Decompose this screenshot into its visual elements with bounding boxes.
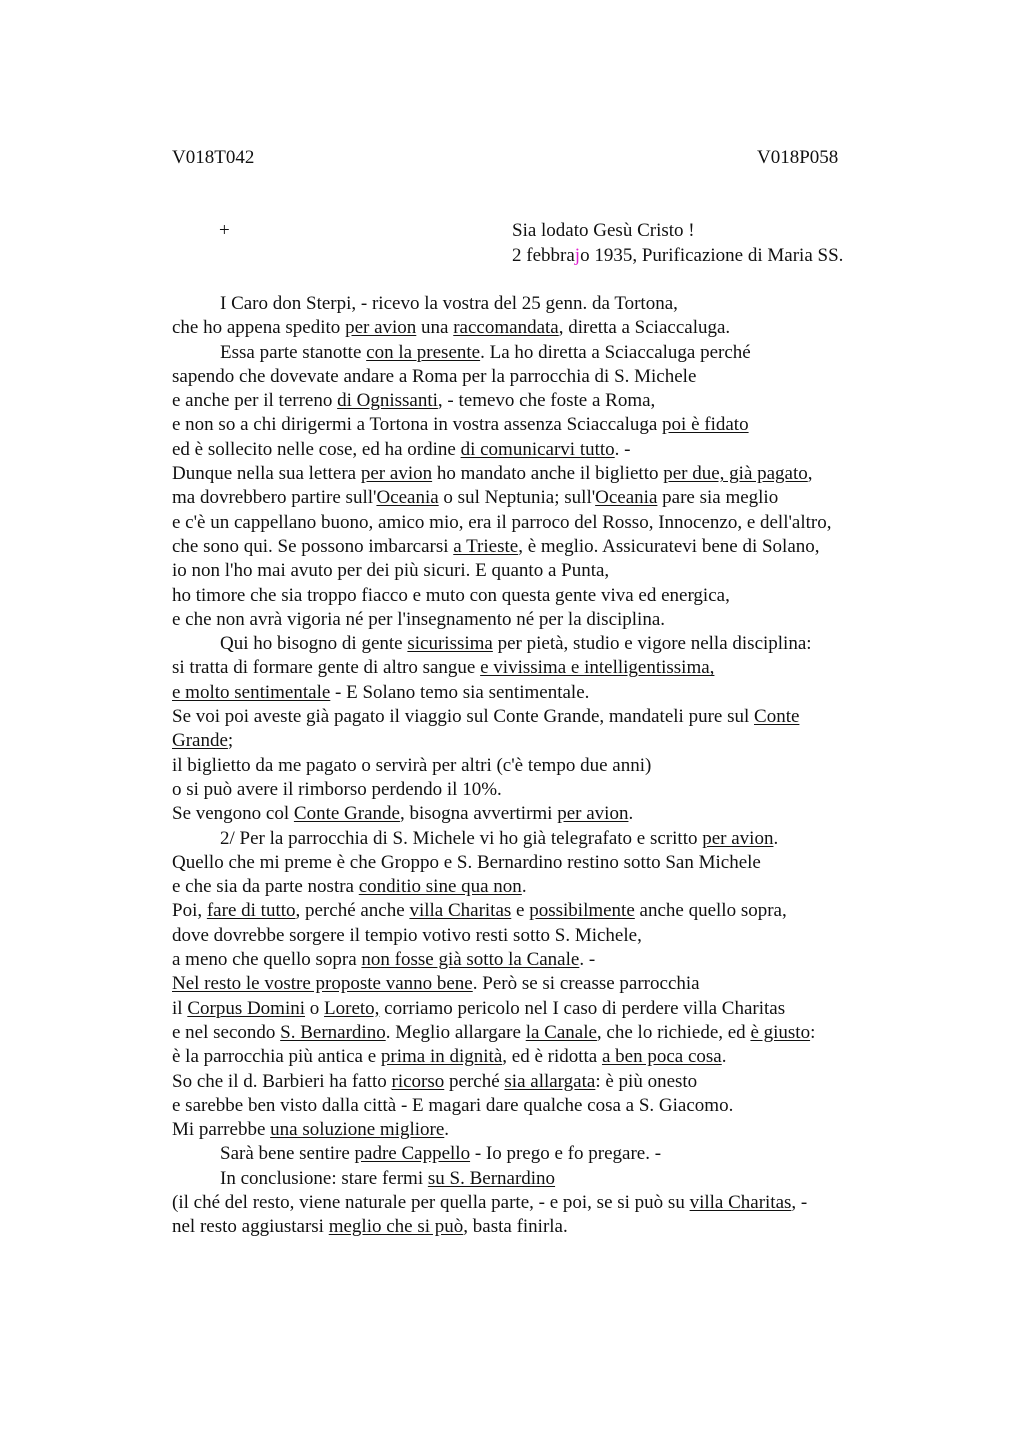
text-segment: che ho appena spedito — [172, 317, 346, 339]
underlined-text: per due, già pagato — [663, 463, 808, 485]
underlined-text: per avion — [702, 827, 774, 849]
letter-line — [172, 413, 902, 437]
text-segment: ho timore che sia troppo fiacco e muto con questa gente viva ed energica, — [172, 584, 730, 606]
text-segment: o — [305, 997, 325, 1019]
underlined-text: a Trieste — [453, 535, 519, 557]
text-segment: io non l'ho mai avuto per dei più sicuri. E quanto a Punta, — [172, 560, 610, 582]
underlined-text: meglio che si può — [328, 1216, 464, 1238]
underlined-text: possibilmente — [529, 900, 635, 922]
text-segment: si tratta di formare gente di altro sangue — [172, 657, 481, 679]
text-segment: . — [444, 1119, 450, 1141]
text-segment: e c'è un cappellano buono, amico mio, era il parroco del Rosso, Innocenzo, e dell'altro, — [172, 511, 832, 533]
text-segment: Poi, — [172, 900, 207, 922]
text-segment: per pietà, studio e vigore nella disciplina: — [492, 633, 812, 655]
letter-line — [172, 486, 902, 510]
letter-line — [172, 584, 902, 608]
underlined-text: conditio sine qua non — [358, 876, 522, 898]
text-segment: ; — [227, 730, 234, 752]
underlined-text: fare di tutto — [206, 900, 296, 922]
letter-line — [172, 997, 902, 1021]
letter-line — [172, 1167, 902, 1191]
text-segment: è la parrocchia più antica e — [172, 1046, 381, 1068]
letter-line — [172, 729, 902, 753]
letter-line — [172, 705, 902, 729]
underlined-text: non fosse già sotto la Canale — [361, 949, 580, 971]
letter-line — [172, 1191, 902, 1215]
salutation-block — [512, 219, 843, 268]
letter-line — [172, 316, 902, 340]
underlined-text: Nel resto le vostre proposte vanno bene — [172, 973, 473, 995]
text-segment: , basta finirla. — [463, 1216, 568, 1238]
text-segment: Mi parrebbe — [172, 1119, 271, 1141]
letter-line — [172, 365, 902, 389]
letter-line — [172, 656, 902, 680]
text-segment: In conclusione: stare fermi — [220, 1167, 428, 1189]
letter-line — [172, 802, 902, 826]
text-segment: ma dovrebbero partire sull' — [172, 487, 377, 509]
text-segment: a meno che quello sopra — [172, 949, 362, 971]
text-segment: : — [810, 1021, 816, 1043]
underlined-text: Oceania — [595, 487, 658, 509]
underlined-text: ricorso — [391, 1070, 445, 1092]
text-segment: e nel secondo — [172, 1021, 281, 1043]
letter-line — [172, 899, 902, 923]
text-segment: il — [172, 997, 188, 1019]
text-segment: o sul Neptunia; sull' — [438, 487, 596, 509]
underlined-text: S. Bernardino — [280, 1021, 386, 1043]
text-segment: anche quello sopra, — [634, 900, 787, 922]
underlined-text: di Ognissanti — [337, 390, 438, 412]
letter-line — [172, 1215, 902, 1239]
letter-line — [172, 778, 902, 802]
text-segment: . — [628, 803, 634, 825]
letter-line — [172, 851, 902, 875]
text-segment: Dunque nella sua lettera — [172, 463, 361, 485]
letter-line — [172, 1045, 902, 1069]
underlined-text: una soluzione migliore — [270, 1119, 445, 1141]
letter-line — [172, 389, 902, 413]
underlined-text: per avion — [360, 463, 433, 485]
text-segment: , - — [791, 1191, 808, 1213]
text-segment: Essa parte stanotte — [220, 341, 367, 363]
letter-line — [172, 924, 902, 948]
letter-line — [172, 559, 902, 583]
text-segment: , perché anche — [295, 900, 410, 922]
underlined-text: di comunicarvi tutto — [460, 438, 615, 460]
underlined-text: prima in dignità — [380, 1046, 503, 1068]
text-segment: Sarà bene sentire — [220, 1143, 355, 1165]
text-segment: , - temevo che foste a Roma, — [437, 390, 656, 412]
underlined-text: con la presente — [366, 341, 481, 363]
document-code-left: V018T042 — [172, 147, 255, 168]
text-segment: sapendo che dovevate andare a Roma per la parrocchia di S. Michele — [172, 365, 697, 387]
text-segment: . Però se si creasse parrocchia — [472, 973, 700, 995]
text-segment: . La ho diretta a Sciaccaluga perché — [480, 341, 751, 363]
text-segment: e anche per il terreno — [172, 390, 338, 412]
text-segment: , — [807, 463, 813, 485]
text-segment: (il ché del resto, viene naturale per quella parte, - e poi, se si può su — [172, 1191, 690, 1213]
text-segment: nel resto aggiustarsi — [172, 1216, 329, 1238]
underlined-text: padre Cappello — [354, 1143, 471, 1165]
text-segment: . Meglio allargare — [385, 1021, 526, 1043]
letter-line — [172, 341, 902, 365]
underlined-text: Conte — [754, 706, 800, 728]
text-segment: . - — [579, 949, 596, 971]
text-segment: . — [773, 827, 779, 849]
letter-line — [172, 1070, 902, 1094]
underlined-text: raccomandata — [453, 317, 559, 339]
text-segment: I Caro don Sterpi, - ricevo la vostra del 25 genn. da Tortona, — [220, 293, 678, 314]
underlined-text: su S. Bernardino — [427, 1167, 556, 1189]
text-segment: - E Solano temo sia sentimentale. — [330, 681, 590, 703]
text-segment: e — [511, 900, 530, 922]
letter-line — [172, 438, 902, 462]
salutation-line: Sia lodato Gesù Cristo ! — [512, 220, 695, 241]
text-segment: So che il d. Barbieri ha fatto — [172, 1070, 392, 1092]
letter-line — [172, 462, 902, 486]
underlined-text: poi è fidato — [662, 414, 749, 436]
text-segment: - Io prego e fo pregare. - — [470, 1143, 662, 1165]
text-segment: che sono qui. Se possono imbarcarsi — [172, 535, 454, 557]
underlined-text: Loreto, — [324, 997, 380, 1019]
text-segment: . - — [614, 438, 631, 460]
letter-line — [172, 1118, 902, 1142]
letter-line — [172, 1094, 902, 1118]
underlined-text: la Canale — [525, 1021, 597, 1043]
underlined-text: Oceania — [376, 487, 439, 509]
text-segment: pare sia meglio — [657, 487, 779, 509]
text-segment: , bisogna avvertirmi — [399, 803, 558, 825]
underlined-text: sicurissima — [407, 633, 493, 655]
date-segment: o 1935, Purificazione di Maria SS. — [580, 244, 844, 266]
underlined-text: e vivissima e intelligentissima, — [480, 657, 715, 679]
letter-line — [172, 972, 902, 996]
underlined-text: per avion — [345, 317, 417, 339]
text-segment: e sarebbe ben visto dalla città - E magari dare qualche cosa a S. Giacomo. — [172, 1094, 734, 1116]
letter-line — [172, 875, 902, 899]
cross-mark: + — [219, 220, 230, 241]
underlined-text: Corpus Domini — [187, 997, 306, 1019]
underlined-text: a ben poca cosa — [601, 1046, 722, 1068]
text-segment: e che sia da parte nostra — [172, 876, 359, 898]
letter-line — [172, 511, 902, 535]
text-segment: una — [416, 317, 454, 339]
letter-line — [172, 1142, 902, 1166]
text-segment: . — [521, 876, 527, 898]
underlined-text: e molto sentimentale — [172, 681, 331, 703]
underlined-text: Conte Grande — [293, 803, 400, 825]
letter-line — [172, 754, 902, 778]
letter-line — [172, 1021, 902, 1045]
letter-line — [172, 827, 902, 851]
text-segment: ed è sollecito nelle cose, ed ha ordine — [172, 438, 461, 460]
text-segment: . — [721, 1046, 727, 1068]
text-segment: ho mandato anche il biglietto — [432, 463, 664, 485]
date-segment: 2 febbra — [512, 244, 575, 266]
letter-line — [172, 535, 902, 559]
text-segment: il biglietto da me pagato o servirà per altri (c'è tempo due anni) — [172, 754, 652, 776]
text-segment: Qui ho bisogno di gente — [220, 633, 408, 655]
text-segment: , è meglio. Assicuratevi bene di Solano, — [518, 535, 820, 557]
text-segment: , ed è ridotta — [502, 1046, 602, 1068]
text-segment: o si può avere il rimborso perdendo il 10%. — [172, 778, 502, 800]
text-segment: perché — [444, 1070, 505, 1092]
document-code-right: V018P058 — [757, 147, 839, 168]
text-segment: Se voi poi aveste già pagato il viaggio sul Conte Grande, mandateli pure sul — [172, 706, 755, 728]
date-line — [512, 244, 843, 269]
underlined-text: è giusto — [750, 1021, 811, 1043]
letter-line — [172, 632, 902, 656]
letter-line — [172, 681, 902, 705]
text-segment: Quello che mi preme è che Groppo e S. Bernardino restino sotto San Michele — [172, 851, 761, 873]
highlighted-letter: j — [574, 244, 581, 266]
letter-line — [172, 948, 902, 972]
text-segment: , che lo richiede, ed — [596, 1021, 751, 1043]
letter-body — [172, 292, 902, 1240]
text-segment: corriamo pericolo nel I caso di perdere villa Charitas — [379, 997, 786, 1019]
text-segment: : è più onesto — [595, 1070, 698, 1092]
text-segment: e che non avrà vigoria né per l'insegnamento né per la disciplina. — [172, 608, 666, 630]
text-segment: , diretta a Sciaccaluga. — [558, 317, 731, 339]
underlined-text: per avion — [557, 803, 629, 825]
letter-line — [172, 608, 902, 632]
text-segment: dove dovrebbe sorgere il tempio votivo resti sotto S. Michele, — [172, 924, 642, 946]
text-segment: 2/ Per la parrocchia di S. Michele vi ho già telegrafato e scritto — [220, 827, 703, 849]
underlined-text: villa Charitas — [409, 900, 512, 922]
letter-line — [172, 292, 902, 316]
text-segment: e non so a chi dirigermi a Tortona in vostra assenza Sciaccaluga — [172, 414, 663, 436]
text-segment: Se vengono col — [172, 803, 294, 825]
underlined-text: Grande — [172, 730, 228, 752]
underlined-text: villa Charitas — [689, 1191, 792, 1213]
underlined-text: sia allargata — [504, 1070, 596, 1092]
